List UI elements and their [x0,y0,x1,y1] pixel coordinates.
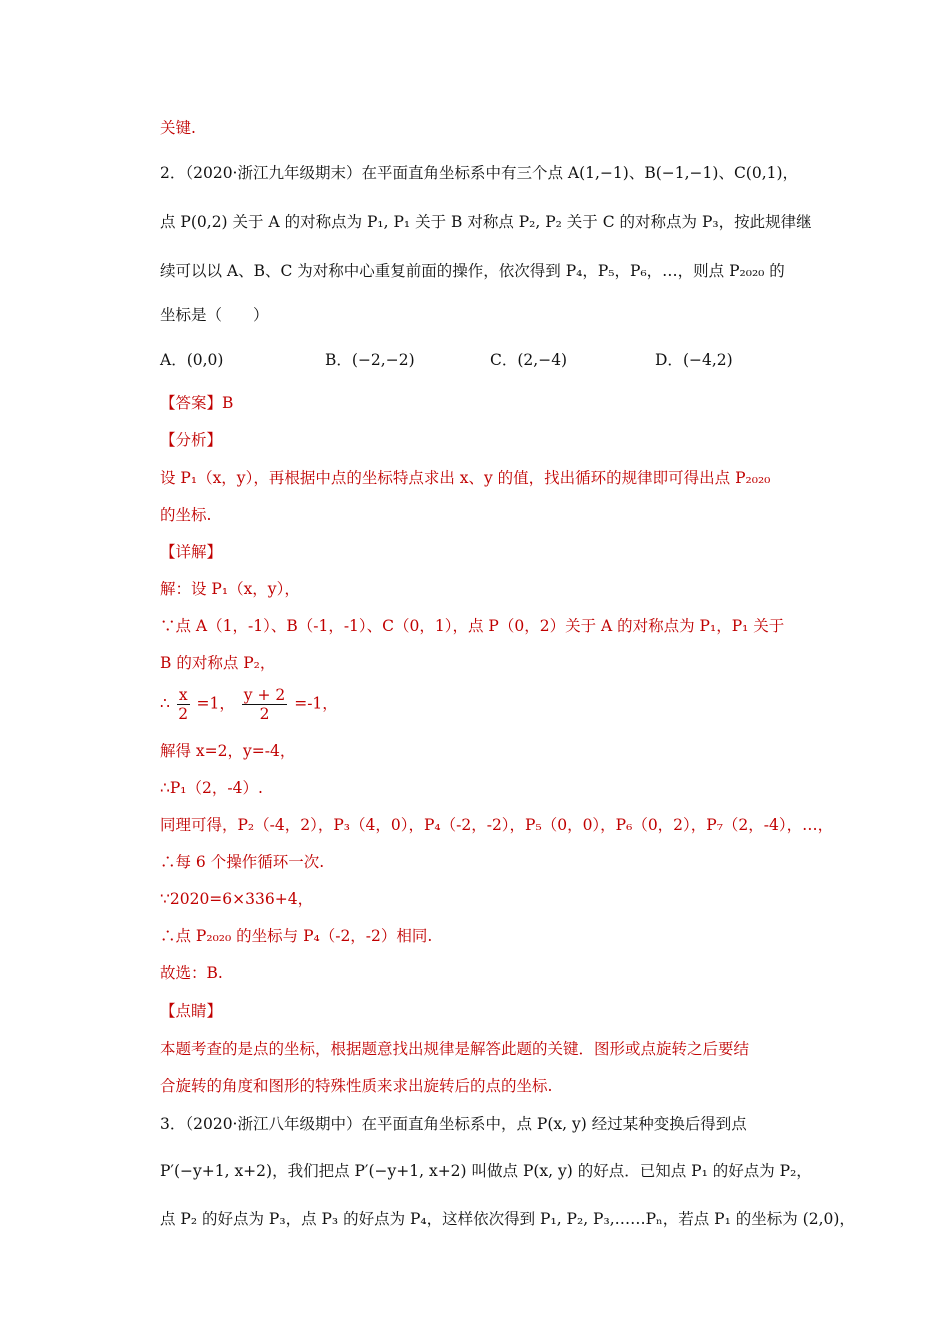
therefore-symbol: ∴ [160,694,170,713]
answer-tag: 【答案】B [160,394,234,412]
q2-stem-line-1: 2．（2020·浙江九年级期末）在平面直角坐标系中有三个点 A(1,−1)、B(−1,−1)、C(0,1)， [160,164,799,182]
q2-option-a-label: A． [160,351,187,369]
detail-tag: 【详解】 [160,543,223,561]
q2-option-c [490,348,567,370]
q2-stem-line-2: 点 P(0,2) 关于 A 的对称点为 P₁, P₁ 关于 B 对称点 P₂, P₂ 关于 C 的对称点为 P₃，按此规律继 [160,213,812,231]
fraction-y-plus-2-over-2 [242,686,287,723]
q2-option-d-value: (−4,2) [682,351,733,369]
detail-line-6: ∴P₁（2，-4）. [160,779,263,797]
detail-equation-line [160,686,338,723]
detail-line-3: B 的对称点 P₂， [160,654,276,672]
fraction-2-denominator: 2 [259,705,270,723]
comment-line-2: 合旋转的角度和图形的特殊性质来求出旋转后的点的坐标. [160,1077,553,1095]
q3-stem-line-1: 3．（2020·浙江八年级期中）在平面直角坐标系中，点 P(x, y) 经过某种变换后得到点 [160,1115,747,1133]
q2-option-b-label: B． [325,351,352,369]
detail-line-10: ∴点 P₂₀₂₀ 的坐标与 P₄（-2，-2）相同. [160,927,433,945]
q2-option-a-value: (0,0) [186,351,224,369]
analysis-line-1: 设 P₁（x，y），再根据中点的坐标特点求出 x、y 的值，找出循环的规律即可得出点 P₂₀₂₀ [160,469,771,487]
detail-line-7: 同理可得，P₂（-4，2），P₃（4，0），P₄（-2，-2），P₅（0，0），P₆（0，2），P₇（2，-4），…， [160,816,834,834]
q2-option-c-label: C． [490,351,518,369]
q3-stem-line-2: P′(−y+1, x+2)，我们把点 P′(−y+1, x+2) 叫做点 P(x, y) 的好点．已知点 P₁ 的好点为 P₂， [160,1162,812,1180]
q2-option-b-value: (−2,−2) [351,351,415,369]
comment-line-1: 本题考查的是点的坐标，根据题意找出规律是解答此题的关键．图形或点旋转之后要结 [160,1040,750,1058]
q2-stem-line-3: 续可以以 A、B、C 为对称中心重复前面的操作，依次得到 P₄，P₅，P₆，…，则点 P₂₀₂₀ 的 [160,262,785,280]
equation-1-rhs: =1， [196,694,235,713]
q2-option-d-label: D． [655,351,683,369]
fraction-2-numerator: y + 2 [243,686,286,704]
detail-line-2: ∵点 A（1，-1）、B（-1，-1）、C（0，1），点 P（0，2）关于 A 的对称点为 P₁，P₁ 关于 [160,617,785,635]
detail-line-1: 解：设 P₁（x，y）， [160,580,300,598]
detail-line-5: 解得 x=2，y=-4， [160,742,296,760]
fraction-x-over-2 [177,686,190,723]
analysis-line-2: 的坐标. [160,506,212,524]
q2-option-b [325,348,415,370]
detail-line-9: ∵2020=6×336+4， [160,890,314,908]
equation-2-rhs: =-1， [294,694,338,713]
fraction-1-denominator: 2 [178,705,189,723]
analysis-tag: 【分析】 [160,431,223,449]
q2-option-d [655,348,733,370]
q3-stem-line-3: 点 P₂ 的好点为 P₃，点 P₃ 的好点为 P₄，这样依次得到 P₁, P₂, P₃,……Pₙ，若点 P₁ 的坐标为 (2,0)， [160,1210,855,1228]
fraction-1-numerator: x [178,686,188,704]
q2-option-a [160,348,223,370]
intro-tail-text: 关键. [160,119,196,137]
q2-stem-line-4: 坐标是（ ） [160,306,269,324]
detail-line-11: 故选：B. [160,964,223,982]
q2-option-c-value: (2,−4) [517,351,568,369]
comment-tag: 【点睛】 [160,1002,223,1020]
detail-line-8: ∴每 6 个操作循环一次. [160,853,325,871]
